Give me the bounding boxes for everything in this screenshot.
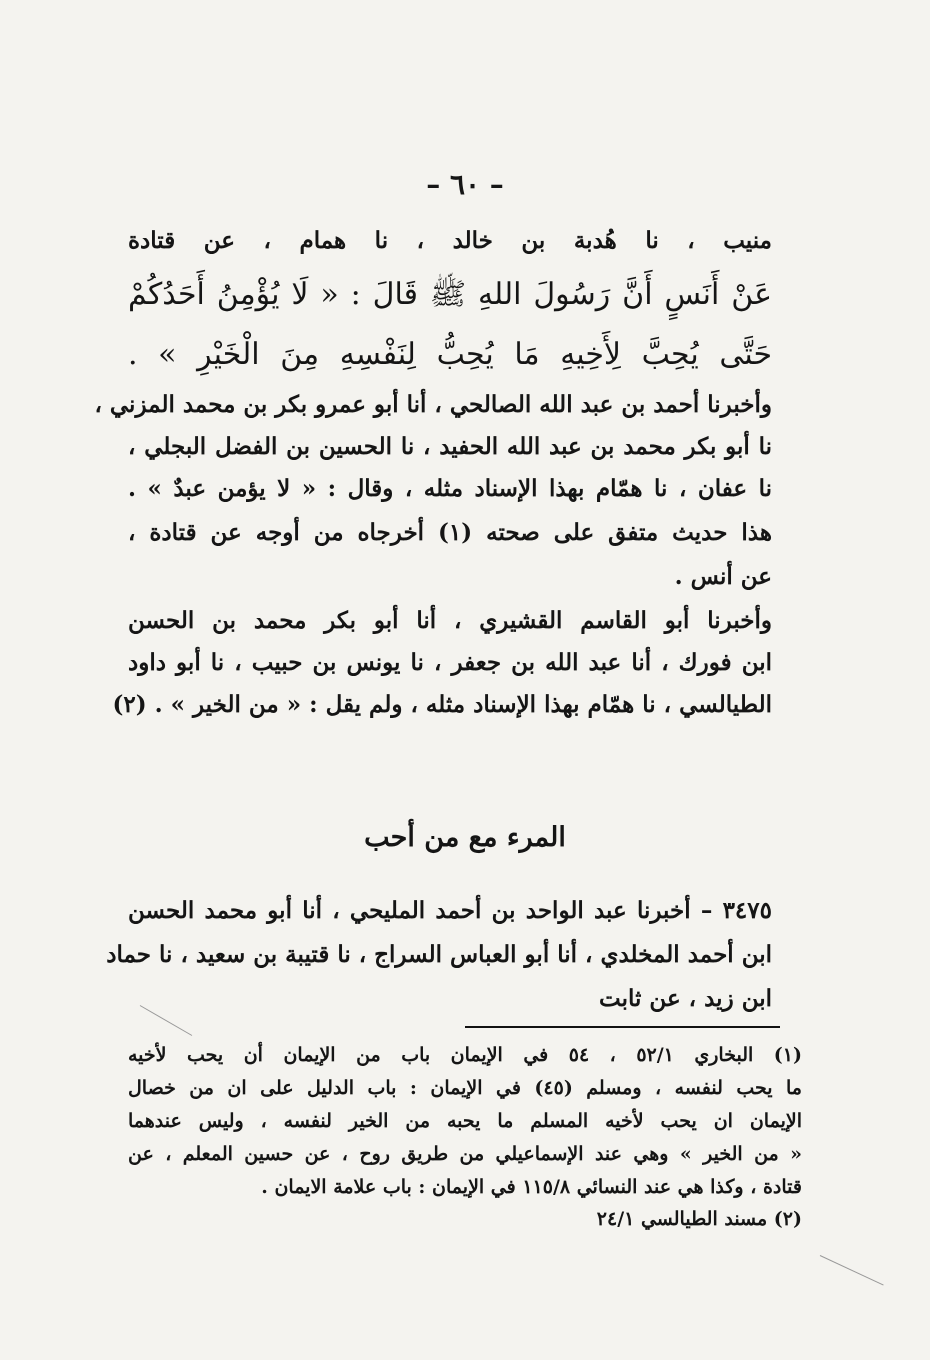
paragraph-1-line-1: وأخبرنا أحمد بن عبد الله الصالحي ، أنا أبو عمرو بكر بن محمد المزني ، <box>94 391 772 418</box>
footnote-2: (٢) مسند الطيالسي ٢٤/١ <box>596 1208 802 1230</box>
paragraph-2-line-1: هذا حديث متفق على صحته (١) أخرجاه من أوجه عن قتادة ، <box>128 519 773 546</box>
footnote-1-line-5: قتادة ، وكذا هي عند النسائي ١١٥/٨ في الإيمان : باب علامة الايمان . <box>261 1176 802 1198</box>
paper-crease-mark <box>820 1255 884 1285</box>
paragraph-3-line-3: الطيالسي ، نا همّام بهذا الإسناد مثله ، ولم يقل : « من الخير » . (٢) <box>112 691 772 718</box>
footnote-separator <box>465 1026 780 1028</box>
page-number: – ٦٠ – <box>426 168 504 201</box>
footnote-1-line-4: « من الخير » وهي عند الإسماعيلي من طريق روح ، عن حسين المعلم ، عن <box>128 1143 802 1165</box>
hadith-text-line-2: حَتَّى يُحِبَّ لِأَخِيهِ مَا يُحِبُّ لِنَفْسِهِ مِنَ الْخَيْرِ » . <box>128 337 772 372</box>
paragraph-4-line-2: ابن أحمد المخلدي ، أنا أبو العباس السراج ، نا قتيبة بن سعيد ، نا حماد <box>106 941 772 968</box>
paragraph-4-line-1: ٣٤٧٥ – أخبرنا عبد الواحد بن أحمد المليحي ، أنا أبو محمد الحسن <box>128 897 772 924</box>
isnad-intro-line: منيب ، نا هُدبة بن خالد ، نا همام ، عن قتادة <box>128 227 772 254</box>
paragraph-2-line-2: عن أنس . <box>674 563 772 590</box>
section-heading: المرء مع من أحب <box>364 822 566 853</box>
paragraph-3-line-1: وأخبرنا أبو القاسم القشيري ، أنا أبو بكر محمد بن الحسن <box>128 607 772 634</box>
paragraph-1-line-2: نا أبو بكر محمد بن عبد الله الحفيد ، نا الحسين بن الفضل البجلي ، <box>128 433 772 460</box>
paragraph-1-line-3: نا عفان ، نا همّام بهذا الإسناد مثله ، وقال : « لا يؤمن عبدٌ » . <box>128 475 772 502</box>
footnote-1-line-1: (١) البخاري ٥٢/١ ، ٥٤ في الإيمان باب من الإيمان أن يحب لأخيه <box>128 1044 802 1066</box>
hadith-text-line-1: عَنْ أَنَسٍ أَنَّ رَسُولَ اللهِ ﷺ قَالَ : « لَا يُؤْمِنُ أَحَدُكُمْ <box>128 277 772 312</box>
paragraph-4-line-3: ابن زيد ، عن ثابت <box>599 985 772 1012</box>
paragraph-3-line-2: ابن فورك ، أنا عبد الله بن جعفر ، نا يونس بن حبيب ، نا أبو داود <box>128 649 772 676</box>
footnote-1-line-2: ما يحب لنفسه ، ومسلم (٤٥) في الإيمان : باب الدليل على ان من خصال <box>128 1077 802 1099</box>
footnote-1-line-3: الإيمان ان يحب لأخيه المسلم ما يحبه من الخير لنفسه ، وليس عندهما <box>128 1110 802 1132</box>
